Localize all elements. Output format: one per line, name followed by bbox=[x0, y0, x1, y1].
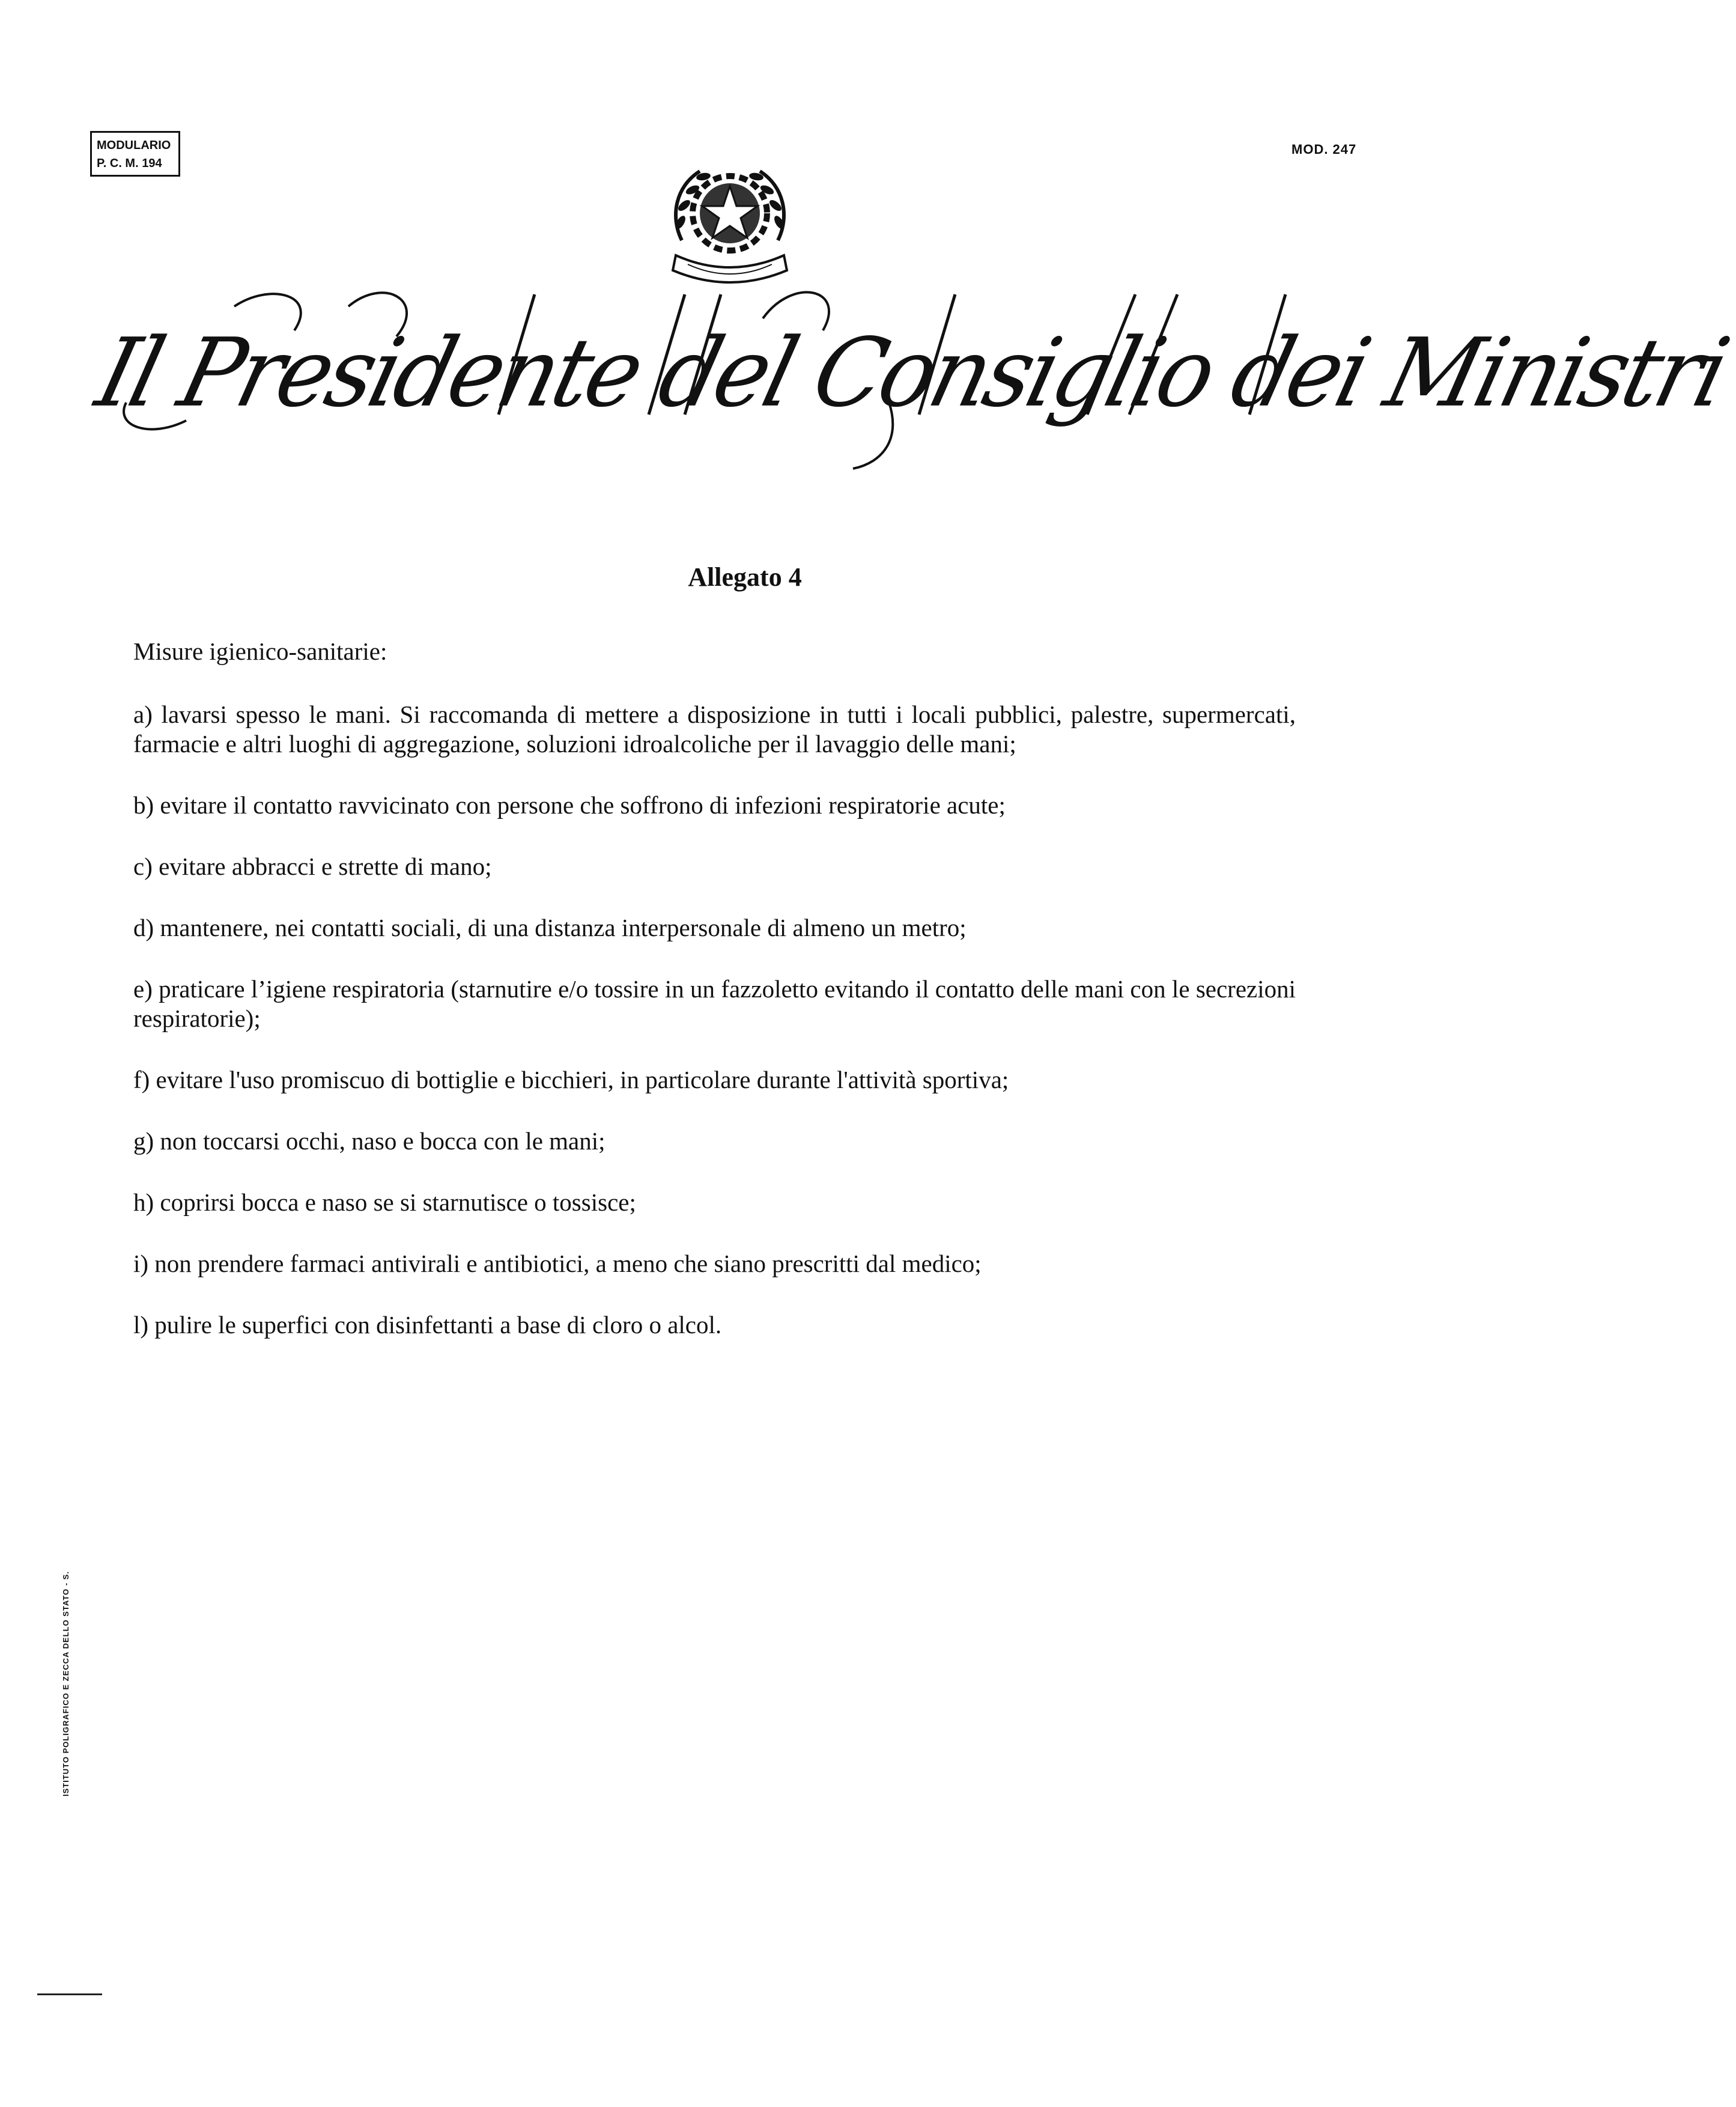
measure-item: l) pulire le superfici con disinfettanti a base di cloro o alcol. bbox=[133, 1311, 722, 1339]
republic-emblem-icon bbox=[664, 150, 796, 294]
intro-text: Misure igienico-sanitarie: bbox=[133, 637, 387, 665]
document-body bbox=[133, 637, 1296, 1372]
margin-divider bbox=[37, 1993, 102, 1995]
printer-imprint-text: ISTITUTO POLIGRAFICO E ZECCA DELLO STATO - S. bbox=[61, 1570, 70, 1796]
form-code: MOD. 247 bbox=[1291, 142, 1357, 157]
measure-item: c) evitare abbracci e strette di mano; bbox=[133, 853, 492, 880]
institution-heading bbox=[86, 282, 1736, 475]
measure-item: d) mantenere, nei contatti sociali, di una distanza interpersonale di almeno un metro; bbox=[133, 914, 967, 941]
document-title: Allegato 4 bbox=[688, 562, 802, 592]
measure-item: b) evitare il contatto ravvicinato con persone che soffrono di infezioni respiratorie acute; bbox=[133, 791, 1006, 819]
institution-name: Il Presidente del Consiglio dei Ministri bbox=[86, 318, 1736, 428]
measure-item: e) praticare l’igiene respiratoria (starnutire e/o tossire in un fazzoletto evitando il contatto delle mani con le secrezioni respiratorie); bbox=[133, 975, 1296, 1032]
measure-item: g) non toccarsi occhi, naso e bocca con le mani; bbox=[133, 1127, 605, 1155]
form-number-box bbox=[90, 131, 180, 177]
printer-imprint bbox=[61, 1508, 79, 1796]
measure-item: i) non prendere farmaci antivirali e antibiotici, a meno che siano prescritti dal medico; bbox=[133, 1250, 982, 1277]
measure-item: a) lavarsi spesso le mani. Si raccomanda di mettere a disposizione in tutti i locali pubblici, palestre, supermercati, farmacie e altri luoghi di aggregazione, soluzioni idroalcoliche per il lavaggio delle mani; bbox=[133, 701, 1296, 758]
form-box-line-1: MODULARIO bbox=[97, 139, 171, 152]
measure-item: f) evitare l'uso promiscuo di bottiglie e bicchieri, in particolare durante l'attività sportiva; bbox=[133, 1066, 1009, 1093]
measure-item: h) coprirsi bocca e naso se si starnutisce o tossisce; bbox=[133, 1188, 636, 1216]
form-box-line-2: P. C. M. 194 bbox=[97, 157, 162, 170]
